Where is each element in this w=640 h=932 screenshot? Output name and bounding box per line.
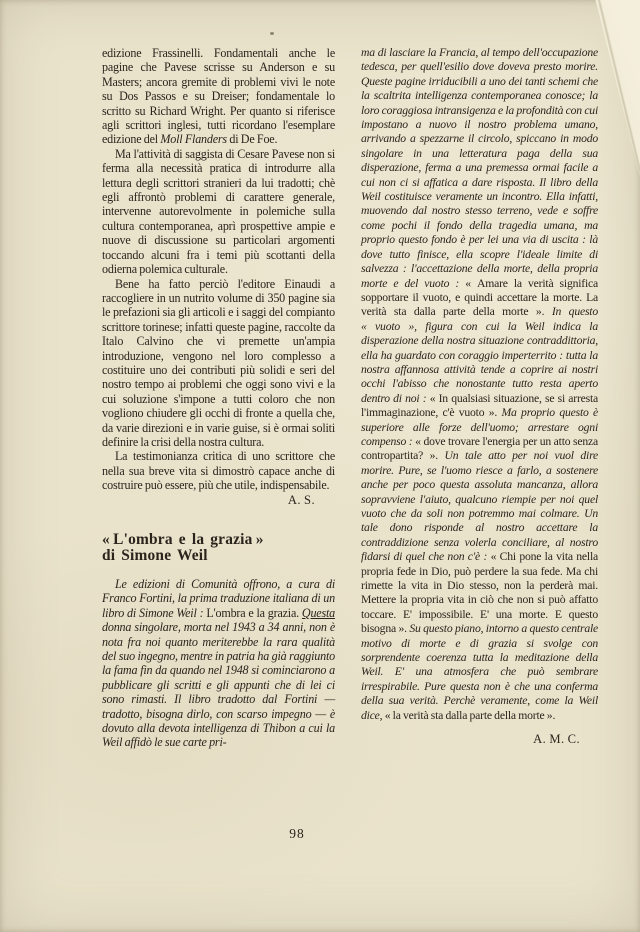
paragraph — [102, 46, 335, 147]
paragraph — [102, 147, 335, 277]
text-segment: « In qualsiasi situazione, se si arresta l'immaginazione, c'è vuoto ». — [361, 391, 599, 420]
author-initials: A. M. C. — [533, 732, 580, 747]
heading-line: « L'ombra e la grazia » — [102, 531, 264, 548]
text-segment: donna singolare, morta nel 1943 a 34 anni, non è nota fra noi quanto meriterebbe la rara qualità del suo ingegno, mentre in patria ha già raggiunto la fama fin da quando nel 1948 si cominciarono a pubblicare gli scritti e gli appunti che di lei ci sono rimasti. Il libro tradotto dal Fortini — tradotto, bisogna dirlo, con scarso impegno — è dovuto alla devota intelligenza di Thibon a cui la Weil affidò le sue carte pri- — [102, 620, 335, 750]
text-segment: Le edizioni di Comunità offrono, a cura di Franco Fortini, la prima traduzione italiana di un libro di Simone Weil : — [102, 577, 335, 620]
text-segment: edizione Frassinelli. Fondamentali anche le pagine che Pavese scrisse su Anderson e su Masters; ancora gremite di problemi vivi le note su Dos Passos e su Dreiser; fondamentale lo scritto su Richard Wright. Per quanto si riferisce agli scrittori inglesi, tutti ricordano l'esemplare edizione del — [102, 46, 335, 147]
text-segment: ma di lasciare la Francia, al tempo dell'occupazione tedesca, per quell'esilio dove doveva presto morire. Queste pagine irriducibili a uno dei tanti schemi che la scaltrita intelligenza contemporanea conosce; la loro coraggiosa intransigenza e la profondità con cui impostano a nuovo il nostro problema umano, arrivando a spezzarne il circolo, spiccano in modo singolare in una letteratura paga della sua disperazione, ferma a una premessa ormai facile a cui non ci si affatica a dare risposta. Il libro della Weil costituisce veramente un incontro. Ella infatti, muovendo dal nostro stesso terreno, vede e soffre come pochi il fondo della tragedia umana, ma proprio questo fondo è per lei una via di uscita : là dove tutto finisce, ella scopre l'ideale limite di salvezza : l'accettazione della morte, della propria morte e del vuoto : — [361, 46, 598, 290]
text-segment: Su questo piano, intorno a questo centrale motivo di morte e di grazia si svolge con sorprendente coerenza tutta la meditazione della Weil. E' una atmosfera che può sembrare irrespirabile. Pure questa non è che una conferma della sua verità. Perchè veramente, come la Weil dice, — [361, 622, 598, 722]
text-segment: « Chi pone la vita nella propria fede in Dio, può perdere la sua fede. Ma chi rimette la vita in Dio stesso, non la perderà mai. Mettere la propria vita in ciò che non si può affatto toccare. E' impossibile. E' una morte. E questo bisogna ». — [361, 550, 598, 636]
text-segment: Moll Flanders — [160, 132, 227, 147]
heading-line: di Simone Weil — [102, 547, 208, 564]
text-segment: « la verità sta dalla parte della morte ». — [384, 708, 556, 722]
paragraph — [102, 577, 335, 750]
text-segment: Un tale atto per noi vuol dire morire. Pure, se l'uomo riesce a farlo, a sostenere anche per poco questa assoluta mancanza, allora sopravviene l'aiuto, qualcuno riempie per noi quel vuoto che da soli non potremmo mai colmare. Un tale dono risponde al nostro accettare la contraddizione senza volerla conciliare, al nostro fidarsi di quel che non c'è : — [361, 449, 598, 564]
text-segment: Bene ha fatto perciò l'editore Einaudi a raccogliere in un nutrito volume di 350 pagine sia le prefazioni sia gli articoli e i saggi del compianto scrittore torinese; infatti queste pagine, raccolte da Italo Calvino che vi premette un'ampia introduzione, vengono nel loro complesso a costituire uno dei contributi più solidi e seri del nostro tempo ai problemi che oggi sono vivi e la cui soluzione s'impone a tutti coloro che non vogliono chiudere gli occhi di fronte a quella che, da varie direzioni e in varie guise, si è ormai soliti definire la crisi della nostra cultura. — [102, 276, 335, 449]
paragraph — [102, 449, 335, 492]
paragraph — [102, 277, 335, 450]
text-segment: Ma proprio questo è superiore alle forze dell'uomo; arrestare ogni compenso : — [361, 406, 598, 448]
left-column — [102, 46, 335, 750]
text-segment: di De Foe. — [226, 132, 278, 147]
page-number: 98 — [289, 826, 305, 841]
text-segment: La testimonianza critica di uno scrittore che nella sua breve vita si dimostrò capace anche di costruire può essere, più che utile, indispensabile. — [102, 449, 335, 493]
text-segment: « dove trovare l'energia per un atto senza contropartita? ». — [361, 434, 598, 463]
text-segment: Questa — [301, 605, 335, 620]
paragraph — [361, 46, 598, 723]
text-segment: In questo « vuoto », figura con cui la Weil indica la disperazione della nostra situazione contraddittoria, ella ha guardato con coraggio imperterrito : tutta la nostra affannosa attività tende a coprire ai nostri occhi l'abisso che nonostante tutto resta aperto dentro di noi : — [361, 305, 598, 405]
paper-speck — [270, 32, 274, 35]
article-heading — [102, 532, 335, 564]
text-segment: L'ombra e la grazia. — [206, 605, 299, 620]
text-segment: Ma l'attività di saggista di Cesare Pavese non si ferma alla necessità pratica di introdurre alla lettura degli scrittori stranieri da lui tradotti; chè egli affrontò problemi di carattere generale, intervenne autorevolmente in polemiche sulla cultura contemporanea, aprì prospettive ampie e nuove di discussione su particolari argomenti toccando alcuni fra i temi più scottanti della odierna polemica culturale. — [102, 146, 335, 277]
right-column — [361, 46, 598, 747]
author-initials: A. S. — [287, 492, 315, 507]
text-segment: « Amare la verità significa sopportare il vuoto, e quindi accettare la morte. La verità sta dalla parte della morte ». — [361, 276, 598, 319]
